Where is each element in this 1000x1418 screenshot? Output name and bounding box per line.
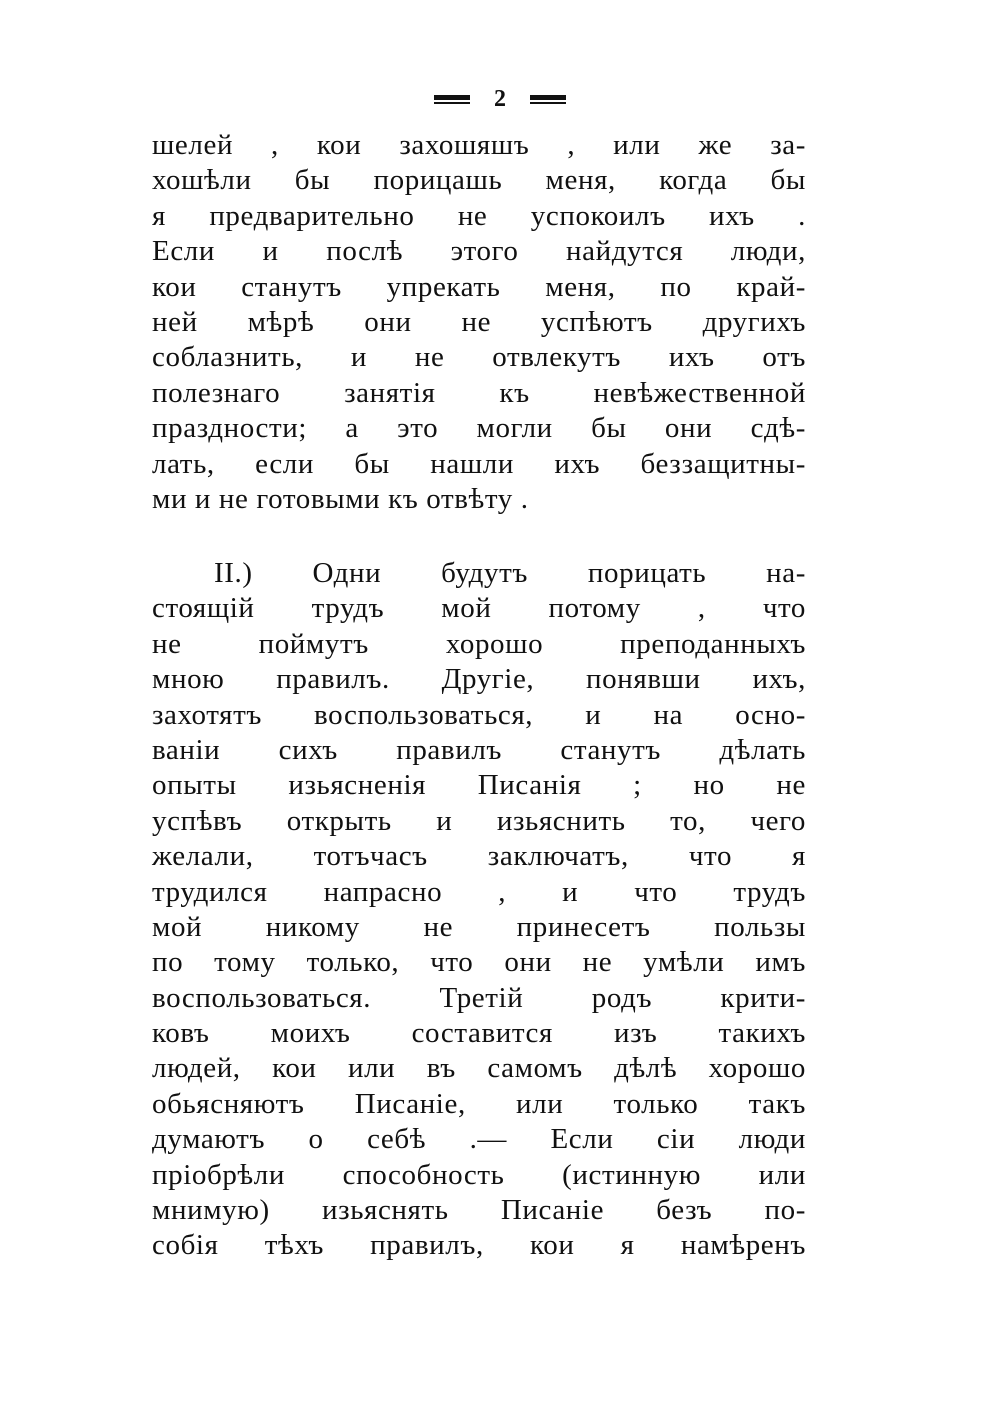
text-line: успѣвъ открыть и изьяснить то, чего — [152, 804, 806, 837]
paragraph-section-ii — [152, 556, 806, 1264]
text-line: людей, кои или въ самомъ дѣлѣ хорошо — [152, 1052, 806, 1085]
text-line: собія тѣхъ правилъ, кои я намѣренъ — [152, 1229, 806, 1262]
text-line: воспользоваться. Третій родъ крити- — [152, 981, 806, 1014]
text-line: ковъ моихъ составится изъ такихъ — [152, 1017, 806, 1050]
text-line: мнимую) изьяснять Писаніе безъ по- — [152, 1194, 806, 1227]
text-line: не поймутъ хорошо преподанныхъ — [152, 627, 806, 660]
text-line: желали, тотъчасъ заключатъ, что я — [152, 840, 806, 873]
text-line: мой никому не принесетъ пользы — [152, 910, 806, 943]
page-header — [0, 84, 1000, 114]
text-line: хошѣли бы порицашь меня, когда бы — [152, 164, 806, 197]
text-line: по тому только, что они не умѣли имъ — [152, 946, 806, 979]
text-line: захотятъ воспользоваться, и на осно- — [152, 698, 806, 731]
text-line: пріобрѣли способность (истинную или — [152, 1158, 806, 1191]
text-line: обьясняютъ Писаніе, или только такъ — [152, 1087, 806, 1120]
text-line: лать, если бы нашли ихъ беззащитны- — [152, 447, 806, 480]
text-line: мною правилъ. Другіе, понявши ихъ, — [152, 663, 806, 696]
double-rule-left-icon — [434, 95, 470, 104]
double-rule-right-icon — [530, 95, 566, 104]
text-line: кои станутъ упрекать меня, по край- — [152, 270, 806, 303]
text-line: опыты изьясненія Писанія ; но не — [152, 769, 806, 802]
text-line: ней мѣрѣ они не успѣютъ другихъ — [152, 305, 806, 338]
page-number: 2 — [494, 86, 506, 112]
text-line: Если и послѣ этого найдутся люди, — [152, 235, 806, 268]
text-line: ми и не готовыми къ отвѣту . — [152, 482, 529, 515]
text-line: праздности; а это могли бы они сдѣ- — [152, 412, 806, 445]
text-line: полезнаго занятія къ невѣжественной — [152, 376, 806, 409]
text-line: трудился напрасно , и что трудъ — [152, 875, 806, 908]
text-line: стоящій трудъ мой потому , что — [152, 592, 806, 625]
text-line: ваніи сихъ правилъ станутъ дѣлать — [152, 733, 806, 766]
paragraph-continued — [152, 128, 806, 517]
text-line: думаютъ о себѣ .— Если сіи люди — [152, 1123, 806, 1156]
text-line: я предварительно не успокоилъ ихъ . — [152, 199, 806, 232]
text-line: соблазнить, и не отвлекутъ ихъ отъ — [152, 341, 806, 374]
text-line: шелей , кои захошяшъ , или же за- — [152, 129, 806, 161]
text-line-section-heading: II.) Одни будутъ порицать на- — [214, 557, 806, 589]
